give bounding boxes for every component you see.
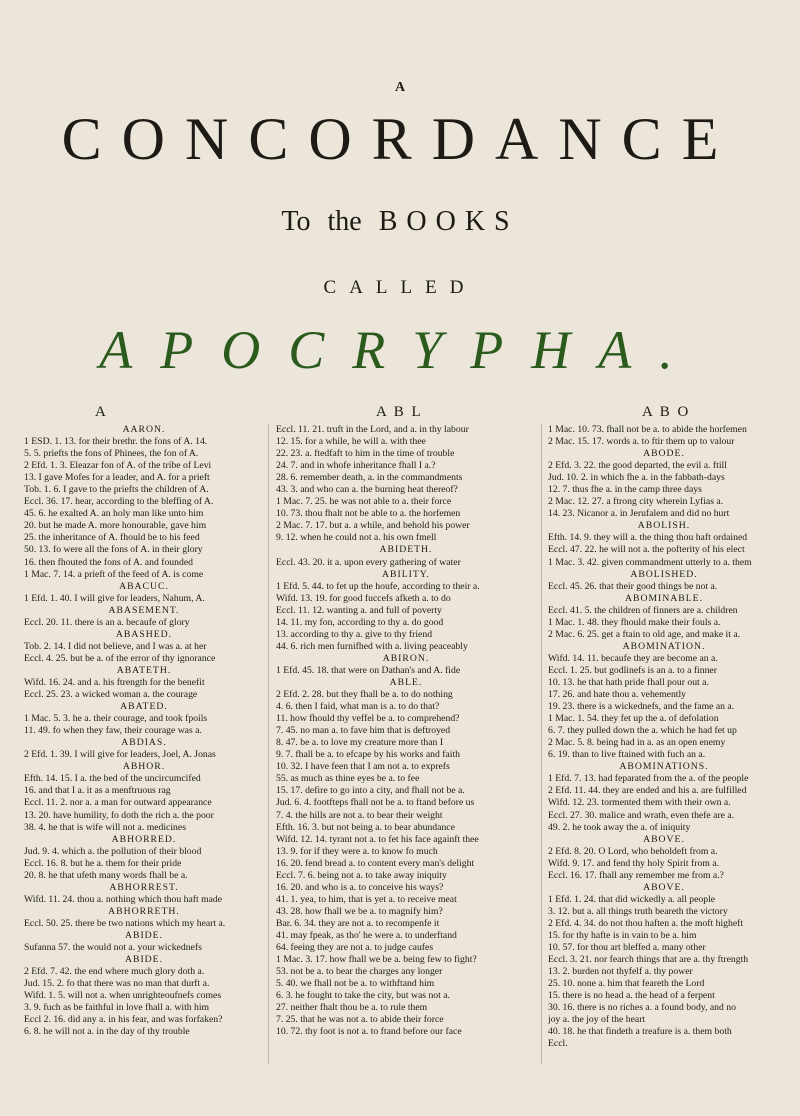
entry-line: 5. 5. priefts the fons of Phinees, the fon of A. <box>24 448 199 460</box>
entry-line: 1 Efd. 5. 44. to fet up the houfe, according to their a. <box>276 580 480 592</box>
subtitle-the: the <box>327 206 362 237</box>
entry-heading: ABHORREST. <box>109 881 179 893</box>
entry-line: Efth. 14. 9. they will a. the thing thou haft ordained <box>548 532 748 544</box>
entry-line: 2 Mac. 15. 17. words a. to ftir them up to valour <box>548 436 735 448</box>
entry-line: Eccl. 3. 21. nor fearch things that are a. thy ftrength <box>548 954 749 966</box>
entry-line: Wifd. 13. 19. for good fuccefs afketh a. to do <box>276 592 451 604</box>
entry-line: Jud. 6. 4. footfteps fhall not be a. to ftand before us <box>276 797 475 809</box>
entry-line: 7. 4. the hills are not a. to bear their weight <box>276 809 443 821</box>
entry-line: 2 Mac. 12. 27. a ftrong city wherein Lyfias a. <box>548 496 724 508</box>
entry-line: 11. 49. fo when they faw, their courage was a. <box>24 725 202 737</box>
entry-line: 13. 2. burden not thyfelf a. thy power <box>548 966 693 978</box>
entry-heading: ABACUC. <box>119 580 169 592</box>
entry-line: 20. 8. he that ufeth many words fhall be a. <box>24 869 188 881</box>
entry-line: 2 Efd. 2. 28. but they fhall be a. to do nothing <box>276 689 453 701</box>
entry-line: Eccl. 11. 21. truft in the Lord, and a. in thy labour <box>276 424 469 435</box>
entry-heading: ABOMINABLE. <box>624 592 703 604</box>
entry-line: Eccl. <box>548 1038 568 1050</box>
entry-heading: ABOVE. <box>643 881 685 893</box>
entry-line: 9. 7. fhall be a. to efcape by his works and faith <box>276 749 461 761</box>
entry-line: 49. 2. he took away the a. of iniquity <box>548 821 691 833</box>
entry-heading: AARON. <box>122 424 166 435</box>
entry-line: 38. 4. he that is wife will not a. medicines <box>24 821 186 833</box>
column-1 <box>24 424 264 1038</box>
entry-line: 1 Mac. 1. 48. they fhould make their fouls a. <box>548 616 721 628</box>
entry-line: 25. 10. none a. him that feareth the Lord <box>548 978 705 990</box>
entry-line: 5. 40. we fhall not be a. to withftand him <box>276 978 435 990</box>
entry-line: 15. for thy hafte is in vain to be a. him <box>548 929 697 941</box>
entry-line: 43. 3. and who can a. the burning heat thereof? <box>276 484 458 496</box>
entry-line: Tob. 1. 6. I gave to the priefts the children of A. <box>24 484 209 496</box>
entry-line: 15. 17. defire to go into a city, and fhall not be a. <box>276 785 465 797</box>
entry-line: 1 Mac. 3. 17. how fhall we be a. being few to fight? <box>276 954 477 966</box>
entry-heading: ABOMINATIONS. <box>619 761 709 773</box>
page-title: CONCORDANCE <box>61 106 739 172</box>
entry-line: 2 Mac. 7. 17. but a. a while, and behold his power <box>276 520 470 532</box>
entry-line: 13. I gave Mofes for a leader, and A. for a prieft <box>24 472 210 484</box>
entry-heading: ABOLISH. <box>637 520 691 532</box>
entry-line: Wifd. 12. 23. tormented them with their own a. <box>548 797 731 809</box>
entry-heading: ABIDETH. <box>379 544 433 556</box>
entry-line: Tob. 2. 14. I did not believe, and I was a. at her <box>24 640 207 652</box>
entry-line: Eccl. 1. 25. but godlinefs is an a. to a finner <box>548 664 717 676</box>
entry-line: 16. and that I a. it as a menftruous rag <box>24 785 171 797</box>
entry-line: 16. 20. and who is a. to conceive his ways? <box>276 881 444 893</box>
entry-line: 12. 7. thus fhe a. in the camp three days <box>548 484 702 496</box>
entry-line: Eccl. 36. 17. hear, according to the bleffing of A. <box>24 496 214 508</box>
entry-line: 17. 26. and hate thou a. vehemently <box>548 689 687 701</box>
entry-line: Eccl. 41. 5. the children of finners are a. children <box>548 604 738 616</box>
entry-heading: ABLE. <box>389 676 423 688</box>
entry-line: 13. according to thy a. give to thy friend <box>276 628 433 640</box>
entry-heading: ABODE. <box>643 448 685 460</box>
entry-heading: ABILITY. <box>382 568 430 580</box>
entry-line: 6. 7. they pulled down the a. which he had fet up <box>548 725 737 737</box>
entry-line: 64. feeing they are not a. to judge caufes <box>276 942 434 954</box>
entry-line: Eccl. 20. 11. there is an a. becaufe of glory <box>24 616 190 628</box>
entry-line: 10. 32. I have feen that I am not a. to exprefs <box>276 761 450 773</box>
entry-line: Eccl. 45. 26. that their good things be not a. <box>548 580 718 592</box>
entry-heading: ABASHED. <box>115 628 173 640</box>
entry-line: 3. 12. but a. all things truth beareth the victory <box>548 905 728 917</box>
running-head-1: A <box>95 404 108 420</box>
entry-heading: ABASEMENT. <box>108 604 180 616</box>
entry-line: Eccl. 4. 25. but be a. of the error of thy ignorance <box>24 652 216 664</box>
entry-line: Eccl. 25. 23. a wicked woman a. the courage <box>24 689 198 701</box>
section-letter: A <box>394 80 406 95</box>
entry-line: 43. 28. how fhall we be a. to magnify him? <box>276 905 443 917</box>
entry-line: 2 Efd. 4. 34. do not thou haften a. the moft higheft <box>548 917 744 929</box>
entry-line: 4. 6. then I faid, what man is a. to do that? <box>276 701 440 713</box>
entry-heading: ABHOR. <box>122 761 166 773</box>
entry-line: 2 Efd. 11. 44. they are ended and his a. are fulfilled <box>548 785 747 797</box>
entry-line: 2 Efd. 1. 3. Eleazar fon of A. of the tribe of Levi <box>24 460 212 472</box>
entry-line: Wifd. 14. 11. becaufe they are become an a. <box>548 652 718 664</box>
entry-line: 50. 13. fo were all the fons of A. in their glory <box>24 544 203 556</box>
entry-line: 53. not be a. to bear the charges any longer <box>276 966 443 978</box>
entry-line: 9. 12. when he could not a. his own fmell <box>276 532 437 544</box>
column-3 <box>548 424 780 1050</box>
entry-line: 13. 20. have humility, fo doth the rich a. the poor <box>24 809 214 821</box>
entry-heading: ABOMINATION. <box>622 640 706 652</box>
subtitle-books: BOOKS <box>378 206 519 237</box>
entry-line: Eccl. 43. 20. it a. upon every gathering of water <box>276 556 461 568</box>
entry-line: Eccl. 11. 12. wanting a. and full of poverty <box>276 604 442 616</box>
entry-line: 1 Efd. 7. 13. had feparated from the a. of the people <box>548 773 749 785</box>
entry-line: 1 Mac. 5. 3. he a. their courage, and took fpoils <box>24 713 208 725</box>
entry-line: Eccl. 47. 22. he will not a. the pofterity of his elect <box>548 544 745 556</box>
entry-line: 2 Efd. 1. 39. I will give for leaders, Joel, A. Jonas <box>24 749 216 761</box>
entry-line: Eccl. 50. 25. there be two nations which my heart a. <box>24 917 226 929</box>
entry-line: 7. 25. that he was not a. to abide their force <box>276 1014 444 1026</box>
entry-line: 10. 73. thou fhalt not be able to a. the horfemen <box>276 508 461 520</box>
entry-heading: ABHORRED. <box>111 833 177 845</box>
column-divider <box>268 424 269 1064</box>
entry-line: 20. but he made A. more honourable, gave him <box>24 520 207 532</box>
entry-line: 7. 45. no man a. to fave him that is deftroyed <box>276 725 451 737</box>
entry-line: 16. 20. fend bread a. to content every man's delight <box>276 857 475 869</box>
entry-heading: ABOLISHED. <box>630 568 698 580</box>
entry-line: 10. 72. thy foot is not a. to ftand before our face <box>276 1026 462 1038</box>
entry-line: 1 Mac. 10. 73. fhall not be a. to abide the horfemen <box>548 424 747 435</box>
entry-line: 41. may fpeak, as tho' he were a. to underftand <box>276 929 457 941</box>
entry-line: 1 Efd. 45. 18. that were on Dathan's and A. fide <box>276 664 461 676</box>
entry-heading: ABDIAS. <box>121 737 167 749</box>
entry-line: Wifd. 1. 5. will not a. when unrighteoufnefs comes <box>24 990 222 1002</box>
entry-line: 1 Mac. 3. 42. given commandment utterly to a. them <box>548 556 752 568</box>
running-head-2: A B L <box>376 404 423 420</box>
entry-heading: ABATED. <box>120 701 168 713</box>
entry-line: Sufanna 57. the would not a. your wickednefs <box>24 942 202 954</box>
entry-heading: ABHORRETH. <box>108 905 180 917</box>
entry-heading: ABIRON. <box>382 652 430 664</box>
entry-line: 6. 3. he fought to take the city, but was not a. <box>276 990 450 1002</box>
subtitle-to: To <box>281 206 311 237</box>
apocrypha-title: APOCRYPHA. <box>99 320 701 380</box>
entry-line: 19. 23. there is a wickednefs, and the fame an a. <box>548 701 735 713</box>
entry-line: 24. 7. and in whofe inheritance fhall I a.? <box>276 460 436 472</box>
subtitle <box>0 206 800 238</box>
entry-line: 15. there is no head a. the head of a ferpent <box>548 990 715 1002</box>
entry-line: 6. 19. than to live ftained with fuch an a. <box>548 749 706 761</box>
entry-line: 44. 6. rich men furnifhed with a. living peaceably <box>276 640 468 652</box>
entry-line: 1 Mac. 1. 54. they fet up the a. of defolation <box>548 713 719 725</box>
entry-line: Eccl. 16. 8. but he a. them for their pride <box>24 857 182 869</box>
entry-line: joy a. the joy of the heart <box>548 1014 646 1026</box>
entry-line: 1 Mac. 7. 14. a prieft of the feed of A. is come <box>24 568 204 580</box>
column-2 <box>276 424 536 1038</box>
entry-line: Efth. 14. 15. I a. the bed of the uncircumcifed <box>24 773 201 785</box>
entry-line: 16. then fhouted the fons of A. and founded <box>24 556 193 568</box>
entry-line: 30. 16. there is no riches a. a found body, and no <box>548 1002 736 1014</box>
entry-line: Jud. 10. 2. in which fhe a. in the fabbath-days <box>548 472 725 484</box>
entry-line: 1 Efd. 1. 24. that did wickedly a. all people <box>548 893 716 905</box>
entry-line: Wifd. 11. 24. thou a. nothing which thou haft made <box>24 893 223 905</box>
entry-line: 2 Efd. 3. 22. the good departed, the evil a. ftill <box>548 460 727 472</box>
entry-line: 14. 23. Nicanor a. in Jerufalem and did no hurt <box>548 508 730 520</box>
entry-line: 41. 1. yea, to him, that is yet a. to receive meat <box>276 893 457 905</box>
running-head-3: A B O <box>642 404 691 420</box>
entry-line: Wifd. 9. 17. and fend thy holy Spirit from a. <box>548 857 719 869</box>
entry-line: Jud. 15. 2. fo that there was no man that durft a. <box>24 978 210 990</box>
entry-line: 1 Mac. 7. 25. he was not able to a. their force <box>276 496 452 508</box>
entry-line: Eccl. 11. 2. nor a. a man for outward appearance <box>24 797 212 809</box>
entry-line: Eccl. 7. 6. being not a. to take away iniquity <box>276 869 447 881</box>
entry-line: 2 Mac. 6. 25. get a ftain to old age, and make it a. <box>548 628 741 640</box>
entry-line: 40. 18. he that findeth a treafure is a. them both <box>548 1026 732 1038</box>
entry-line: 6. 8. he will not a. in the day of thy trouble <box>24 1026 190 1038</box>
entry-line: 28. 6. remember death, a. in the commandments <box>276 472 463 484</box>
entry-line: 10. 57. for thou art bleffed a. many other <box>548 942 706 954</box>
entry-heading: ABIDE. <box>124 929 164 941</box>
entry-line: Eccl. 27. 30. malice and wrath, even thefe are a. <box>548 809 735 821</box>
entry-line: 2 Efd. 8. 20. O Lord, who beholdeft from a. <box>548 845 718 857</box>
entry-line: 45. 6. he exalted A. an holy man like unto him <box>24 508 204 520</box>
entry-line: 3. 9. fuch as be faithful in love fhall a. with him <box>24 1002 210 1014</box>
entry-heading: ABOVE. <box>643 833 685 845</box>
entry-heading: ABATETH. <box>116 664 172 676</box>
entry-line: Jud. 9. 4. which a. the pollution of their blood <box>24 845 202 857</box>
entry-line: 8. 47. be a. to love my creature more than I <box>276 737 444 749</box>
entry-line: 1 Efd. 1. 40. I will give for leaders, Nahum, A. <box>24 592 205 604</box>
entry-line: 2 Mac. 5. 8. being had in a. as an open enemy <box>548 737 726 749</box>
column-divider <box>541 424 542 1064</box>
called-label: CALLED <box>323 277 477 298</box>
entry-line: Eccl 2. 16. did any a. in his fear, and was forfaken? <box>24 1014 223 1026</box>
entry-line: 10. 13. he that hath pride fhall pour out a. <box>548 676 709 688</box>
entry-line: Efth. 16. 3. but not being a. to bear abundance <box>276 821 455 833</box>
entry-line: 27. neither fhalt thou be a. to rule them <box>276 1002 428 1014</box>
entry-line: Wifd. 16. 24. and a. his ftrength for the benefit <box>24 676 205 688</box>
entry-line: 14. 11. my fon, according to thy a. do good <box>276 616 444 628</box>
entry-line: Wifd. 12. 14. tyrant not a. to fet his face againft thee <box>276 833 479 845</box>
entry-line: 1 ESD. 1. 13. for their brethr. the fons of A. 14. <box>24 436 208 448</box>
entry-line: 25. the inheritance of A. fhould be to his feed <box>24 532 200 544</box>
entry-line: 12. 15. for a while, he will a. with thee <box>276 436 426 448</box>
entry-line: 2 Efd. 7. 42. the end where much glory doth a. <box>24 966 205 978</box>
entry-line: 13. 9. for if they were a. to know fo much <box>276 845 438 857</box>
entry-line: 22. 23. a. ftedfaft to him in the time of trouble <box>276 448 455 460</box>
entry-line: 11. how fhould thy veffel be a. to comprehend? <box>276 713 460 725</box>
entry-heading: ABIDE. <box>124 954 164 966</box>
entry-line: Bar. 6. 34. they are not a. to recompenfe it <box>276 917 440 929</box>
entry-line: Eccl. 16. 17. fhall any remember me from a.? <box>548 869 724 881</box>
entry-line: 55. as much as thine eyes be a. to fee <box>276 773 420 785</box>
